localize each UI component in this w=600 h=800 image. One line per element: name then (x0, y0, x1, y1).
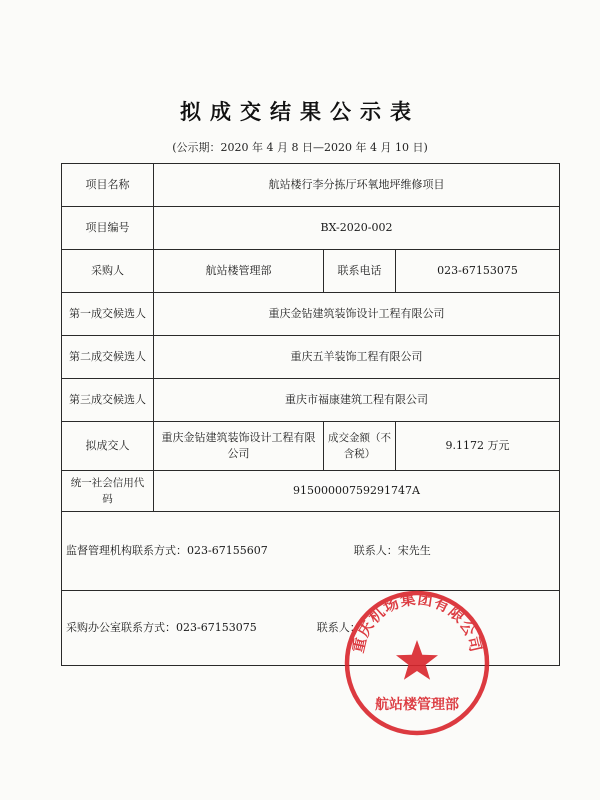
procurement-phone-label: 采购办公室联系方式： (66, 621, 176, 634)
supervision-person: 宋先生 (397, 544, 431, 557)
row-supervision-contact (62, 512, 560, 591)
row-purchaser (62, 250, 560, 293)
supervision-phone-label: 监督管理机构联系方式： (66, 544, 187, 557)
candidate3-value: 重庆市福康建筑工程有限公司 (154, 379, 560, 422)
candidate2-label: 第二成交候选人 (62, 336, 154, 379)
purchaser-label: 采购人 (62, 250, 154, 293)
document-title: 拟成交结果公示表 (180, 99, 420, 124)
candidate3-label: 第三成交候选人 (62, 379, 154, 422)
row-project-name (62, 164, 560, 207)
row-credit-code (62, 471, 560, 512)
contact-phone-value: 023-67153075 (396, 250, 560, 293)
row-candidate-1 (62, 293, 560, 336)
seal-top-text: 重庆机场集团有限公司 (348, 589, 486, 655)
project-code-label: 项目编号 (62, 207, 154, 250)
result-table (61, 163, 560, 666)
amount-value: 9.1172 万元 (396, 422, 560, 471)
supervision-phone: 023-67155607 (187, 544, 268, 557)
supervision-person-label: 联系人： (353, 544, 398, 557)
amount-label: 成交金额（不含税） (324, 422, 396, 471)
row-project-code (62, 207, 560, 250)
credit-code-value: 91500000759291747A (154, 471, 560, 512)
winner-label: 拟成交人 (62, 422, 154, 471)
winner-value: 重庆金钻建筑装饰设计工程有限公司 (154, 422, 324, 471)
publicity-period: (公示期：2020 年 4 月 8 日—2020 年 4 月 10 日) (172, 141, 428, 154)
row-procurement-office-contact (62, 591, 560, 666)
procurement-phone: 023-67153075 (176, 621, 257, 634)
project-name-value: 航站楼行李分拣厅环氧地坪维修项目 (154, 164, 560, 207)
candidate2-value: 重庆五羊装饰工程有限公司 (154, 336, 560, 379)
supervision-contact-cell (62, 512, 560, 591)
row-candidate-2 (62, 336, 560, 379)
purchaser-value: 航站楼管理部 (154, 250, 324, 293)
credit-code-label: 统一社会信用代码 (62, 471, 154, 512)
procurement-contact-cell (62, 591, 560, 666)
row-winner (62, 422, 560, 471)
row-candidate-3 (62, 379, 560, 422)
candidate1-value: 重庆金钻建筑装饰设计工程有限公司 (154, 293, 560, 336)
project-code-value: BX-2020-002 (154, 207, 560, 250)
procurement-person-label: 联系人： (316, 621, 361, 634)
candidate1-label: 第一成交候选人 (62, 293, 154, 336)
project-name-label: 项目名称 (62, 164, 154, 207)
seal-bottom-text: 航站楼管理部 (375, 697, 459, 713)
contact-phone-label: 联系电话 (324, 250, 396, 293)
